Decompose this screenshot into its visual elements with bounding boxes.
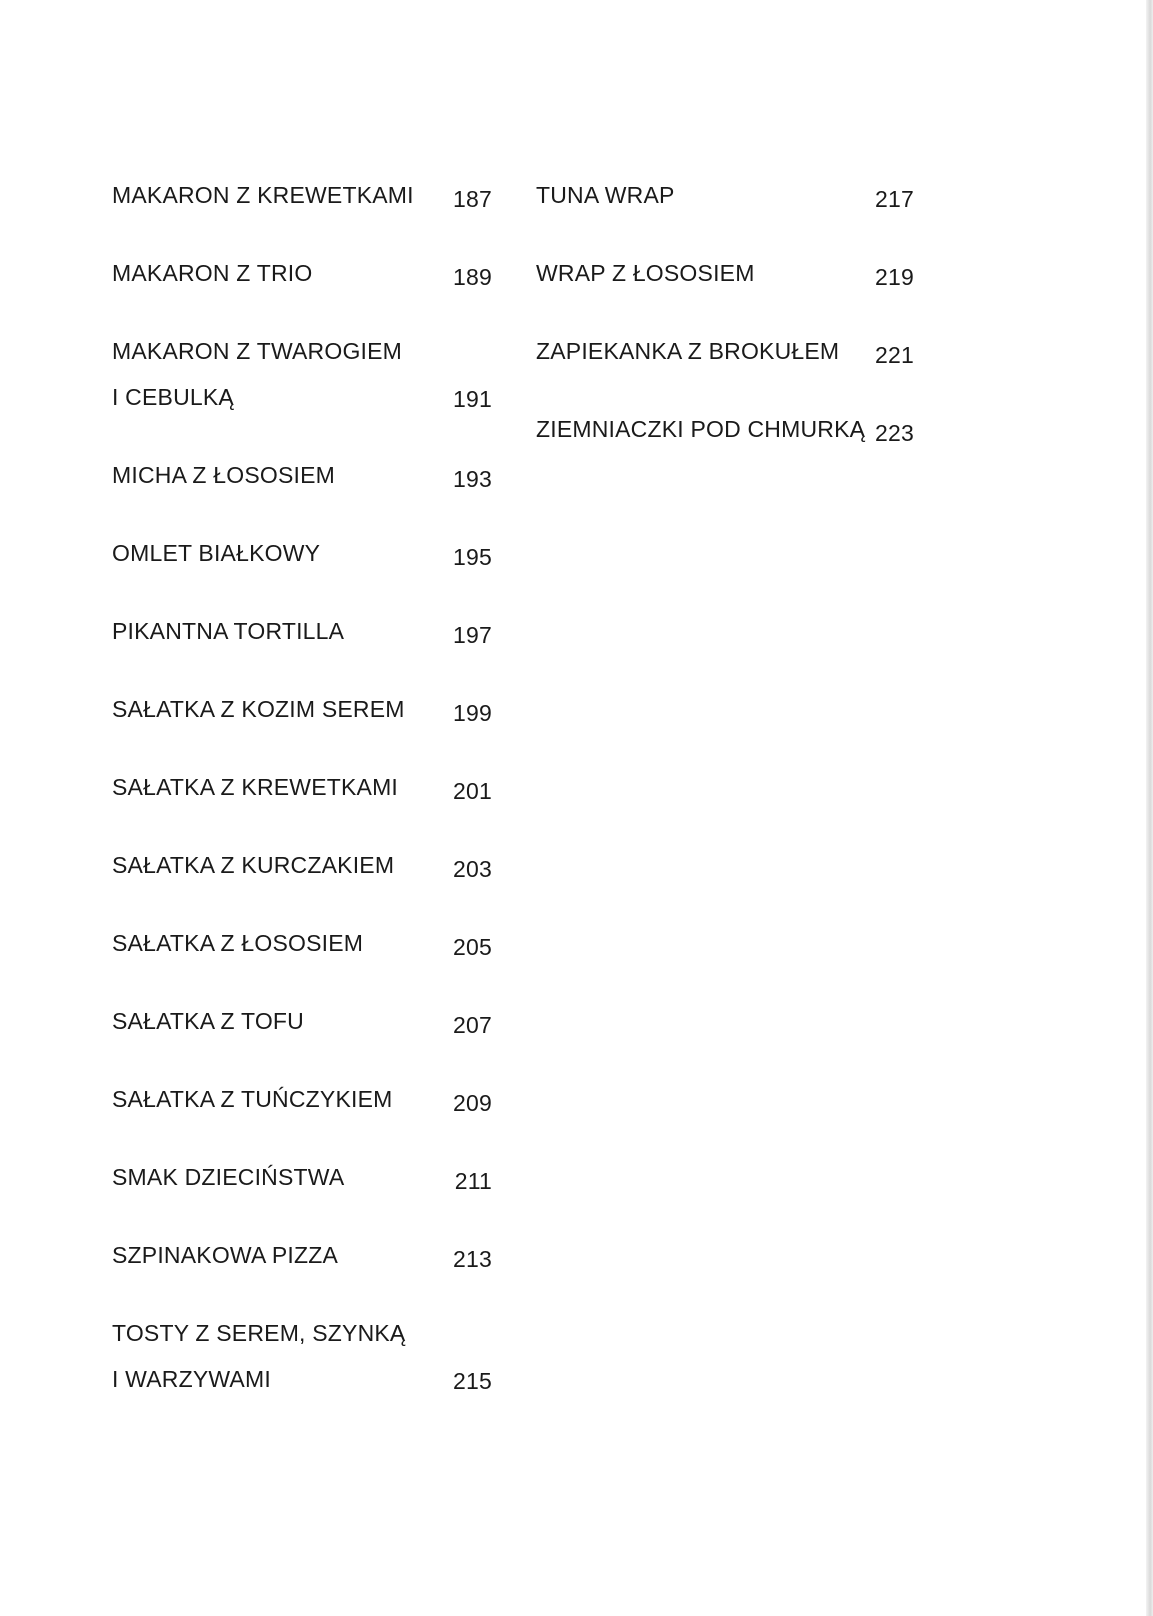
toc-entry-page: 213 bbox=[453, 1246, 492, 1272]
page-edge-shadow bbox=[1146, 0, 1153, 1616]
toc-entry-title: SAŁATKA Z KREWETKAMI bbox=[112, 774, 399, 800]
toc-entry-title: ZIEMNIACZKI POD CHMURKĄ bbox=[536, 416, 866, 442]
toc-entry-title: SAŁATKA Z KOZIM SEREM bbox=[112, 696, 405, 722]
toc-entry-title: SZPINAKOWA PIZZA bbox=[112, 1242, 338, 1268]
toc-entry-page: 201 bbox=[453, 778, 492, 804]
toc-entry-page: 209 bbox=[453, 1090, 492, 1116]
toc-entry-title: MAKARON Z TWAROGIEM I CEBULKĄ bbox=[112, 338, 403, 410]
toc-entry-page: 215 bbox=[453, 1368, 492, 1394]
toc-entry[interactable] bbox=[112, 1312, 492, 1436]
toc-entry-title: MICHA Z ŁOSOSIEM bbox=[112, 462, 336, 488]
toc-entry[interactable] bbox=[112, 766, 492, 844]
toc-entry[interactable] bbox=[112, 1234, 492, 1312]
toc-entry-title: PIKANTNA TORTILLA bbox=[112, 618, 345, 644]
toc-entry-page: 205 bbox=[453, 934, 492, 960]
toc-entry-page: 219 bbox=[875, 264, 914, 290]
toc-entry[interactable] bbox=[112, 1078, 492, 1156]
toc-entry[interactable] bbox=[112, 922, 492, 1000]
toc-entry[interactable] bbox=[112, 252, 492, 330]
toc-entry-title: WRAP Z ŁOSOSIEM bbox=[536, 260, 755, 286]
toc-entry-page: 187 bbox=[453, 186, 492, 212]
toc-entry-title: MAKARON Z TRIO bbox=[112, 260, 313, 286]
toc-entry-page: 207 bbox=[453, 1012, 492, 1038]
toc-entry[interactable] bbox=[536, 330, 914, 408]
toc-entry[interactable] bbox=[112, 532, 492, 610]
toc-entry-title: ZAPIEKANKA Z BROKUŁEM bbox=[536, 338, 840, 364]
toc-entry[interactable] bbox=[112, 1000, 492, 1078]
toc-entry-title: SAŁATKA Z TOFU bbox=[112, 1008, 304, 1034]
toc-entry[interactable] bbox=[536, 408, 914, 486]
toc-entry[interactable] bbox=[112, 844, 492, 922]
toc-entry-page: 199 bbox=[453, 700, 492, 726]
toc-entry[interactable] bbox=[112, 688, 492, 766]
toc-entry-page: 217 bbox=[875, 186, 914, 212]
toc-entry[interactable] bbox=[536, 252, 914, 330]
toc-entry-page: 197 bbox=[453, 622, 492, 648]
toc-entry-page: 195 bbox=[453, 544, 492, 570]
toc-entry-title: SAŁATKA Z ŁOSOSIEM bbox=[112, 930, 364, 956]
toc-entry[interactable] bbox=[112, 330, 492, 454]
toc-entry-page: 203 bbox=[453, 856, 492, 882]
toc-entry-title: SAŁATKA Z KURCZAKIEM bbox=[112, 852, 395, 878]
toc-entry-title: TOSTY Z SEREM, SZYNKĄ I WARZYWAMI bbox=[112, 1320, 406, 1392]
toc-right-column bbox=[536, 174, 914, 486]
toc-entry-page: 189 bbox=[453, 264, 492, 290]
toc-entry-title: OMLET BIAŁKOWY bbox=[112, 540, 321, 566]
toc-entry-page: 193 bbox=[453, 466, 492, 492]
toc-entry-page: 223 bbox=[875, 420, 914, 446]
toc-entry-page: 191 bbox=[453, 386, 492, 412]
toc-left-column bbox=[112, 174, 492, 1436]
toc-entry[interactable] bbox=[112, 174, 492, 252]
toc-entry-title: SMAK DZIECIŃSTWA bbox=[112, 1164, 345, 1190]
toc-entry-title: TUNA WRAP bbox=[536, 182, 675, 208]
toc-entry[interactable] bbox=[536, 174, 914, 252]
toc-entry-page: 221 bbox=[875, 342, 914, 368]
toc-entry[interactable] bbox=[112, 610, 492, 688]
toc-entry-title: MAKARON Z KREWETKAMI bbox=[112, 182, 414, 208]
toc-entry-title: SAŁATKA Z TUŃCZYKIEM bbox=[112, 1086, 393, 1112]
toc-entry-page: 211 bbox=[454, 1168, 492, 1194]
toc-entry[interactable] bbox=[112, 1156, 492, 1234]
toc-entry[interactable] bbox=[112, 454, 492, 532]
